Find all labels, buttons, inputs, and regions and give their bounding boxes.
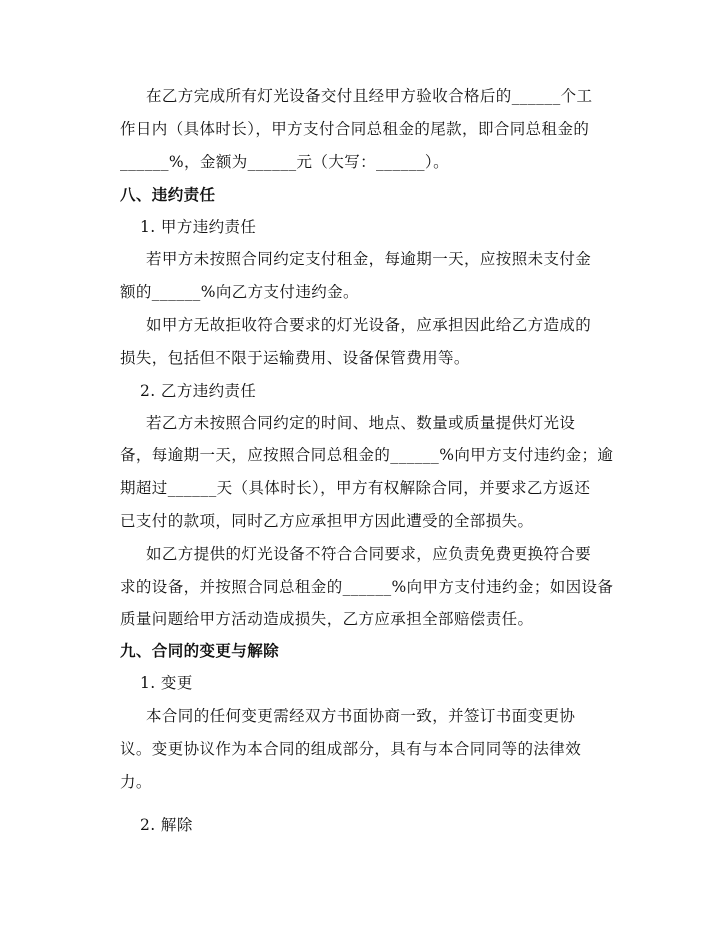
paragraph-line: ______%，金额为______元（大写：______）。 <box>120 153 449 171</box>
section-heading: 九、合同的变更与解除 <box>120 642 280 660</box>
paragraph-line: 已支付的款项，同时乙方应承担甲方因此遭受的全部损失。 <box>120 512 534 530</box>
paragraph-line: 本合同的任何变更需经双方书面协商一致，并签订书面变更协 <box>146 707 576 725</box>
paragraph-line: 备，每逾期一天，应按照合同总租金的______%向甲方支付违约金；逾 <box>120 446 614 464</box>
paragraph-line: 求的设备，并按照合同总租金的______%向甲方支付违约金；如因设备 <box>120 578 614 596</box>
paragraph-line: 如乙方提供的灯光设备不符合合同要求，应负责免费更换符合要 <box>146 545 592 563</box>
subsection-heading: 1. 变更 <box>140 674 193 692</box>
subsection-heading: 2. 解除 <box>140 816 193 834</box>
paragraph-line: 在乙方完成所有灯光设备交付且经甲方验收合格后的______个工 <box>146 87 593 105</box>
subsection-heading: 1. 甲方违约责任 <box>140 218 257 236</box>
paragraph-line: 作日内（具体时长），甲方支付合同总租金的尾款，即合同总租金的 <box>120 120 590 138</box>
paragraph-line: 议。变更协议作为本合同的组成部分，具有与本合同同等的法律效 <box>120 740 582 758</box>
paragraph-line: 损失，包括但不限于运输费用、设备保管费用等。 <box>120 349 470 367</box>
section-heading: 八、违约责任 <box>120 186 216 204</box>
paragraph-line: 质量问题给甲方活动造成损失，乙方应承担全部赔偿责任。 <box>120 610 534 628</box>
paragraph-line: 期超过______天（具体时长），甲方有权解除合同，并要求乙方返还 <box>120 479 591 497</box>
paragraph-line: 力。 <box>120 773 152 791</box>
paragraph-line: 若乙方未按照合同约定的时间、地点、数量或质量提供灯光设 <box>146 414 576 432</box>
paragraph-line: 额的______%向乙方支付违约金。 <box>120 283 359 301</box>
paragraph-line: 若甲方未按照合同约定支付租金，每逾期一天，应按照未支付金 <box>146 250 592 268</box>
paragraph-line: 如甲方无故拒收符合要求的灯光设备，应承担因此给乙方造成的 <box>146 316 592 334</box>
subsection-heading: 2. 乙方违约责任 <box>140 382 257 400</box>
